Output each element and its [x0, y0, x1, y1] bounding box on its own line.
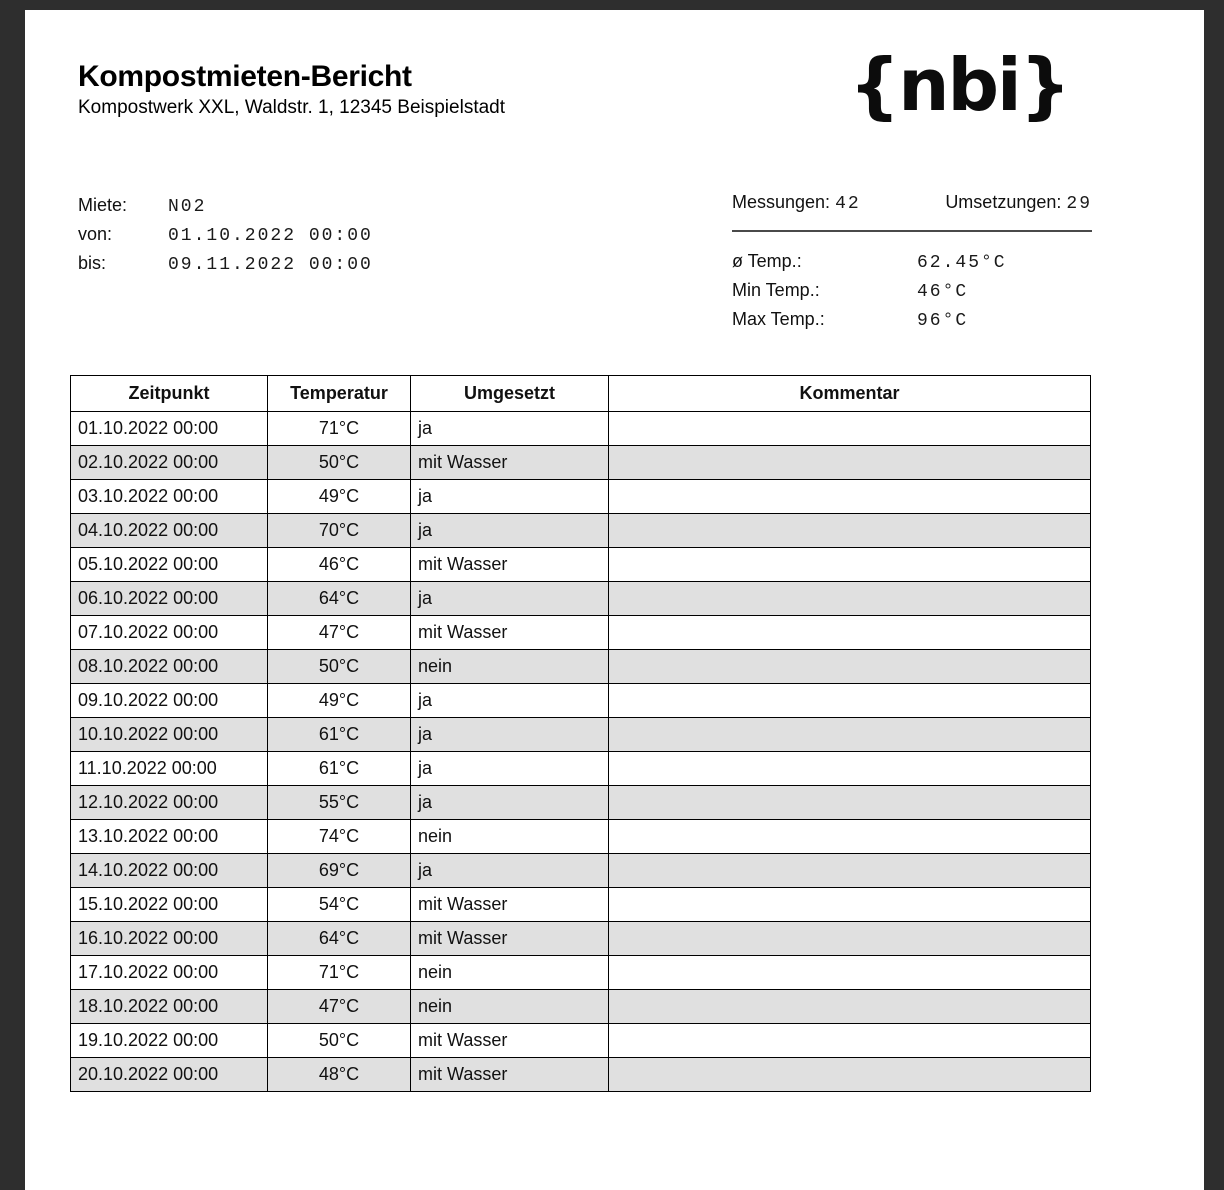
cell-temperatur: 64°C: [268, 922, 411, 956]
umsetzungen-value: 29: [1066, 194, 1092, 214]
meta-divider-line: [732, 230, 1092, 232]
cell-zeitpunkt: 15.10.2022 00:00: [71, 888, 268, 922]
meta-row: [78, 249, 373, 278]
table-row: [71, 480, 1091, 514]
cell-kommentar: [609, 514, 1091, 548]
cell-zeitpunkt: 02.10.2022 00:00: [71, 446, 268, 480]
meta-value: 01.10.2022 00:00: [168, 226, 373, 246]
meta-row: [78, 220, 373, 249]
cell-zeitpunkt: 13.10.2022 00:00: [71, 820, 268, 854]
cell-temperatur: 48°C: [268, 1058, 411, 1092]
cell-umgesetzt: mit Wasser: [411, 446, 609, 480]
cell-temperatur: 61°C: [268, 718, 411, 752]
cell-kommentar: [609, 990, 1091, 1024]
cell-umgesetzt: ja: [411, 752, 609, 786]
cell-temperatur: 70°C: [268, 514, 411, 548]
cell-kommentar: [609, 582, 1091, 616]
cell-temperatur: 64°C: [268, 582, 411, 616]
cell-temperatur: 49°C: [268, 480, 411, 514]
cell-kommentar: [609, 1058, 1091, 1092]
cell-kommentar: [609, 888, 1091, 922]
measurements-table: [70, 375, 1091, 1092]
cell-zeitpunkt: 19.10.2022 00:00: [71, 1024, 268, 1058]
stat-label: ø Temp.:: [732, 251, 802, 271]
cell-umgesetzt: ja: [411, 582, 609, 616]
cell-temperatur: 50°C: [268, 650, 411, 684]
meta-label: bis:: [78, 253, 107, 273]
messungen-value: 42: [835, 194, 861, 214]
cell-zeitpunkt: 14.10.2022 00:00: [71, 854, 268, 888]
counts-row: [732, 191, 1092, 215]
cell-zeitpunkt: 11.10.2022 00:00: [71, 752, 268, 786]
cell-umgesetzt: nein: [411, 956, 609, 990]
cell-zeitpunkt: 20.10.2022 00:00: [71, 1058, 268, 1092]
cell-zeitpunkt: 17.10.2022 00:00: [71, 956, 268, 990]
stat-row: [732, 276, 1092, 305]
cell-kommentar: [609, 956, 1091, 990]
messungen-label: Messungen:: [732, 192, 831, 212]
cell-kommentar: [609, 412, 1091, 446]
messungen-pair: [732, 191, 861, 215]
table-row: [71, 650, 1091, 684]
table-row: [71, 888, 1091, 922]
cell-zeitpunkt: 06.10.2022 00:00: [71, 582, 268, 616]
cell-zeitpunkt: 01.10.2022 00:00: [71, 412, 268, 446]
cell-umgesetzt: nein: [411, 820, 609, 854]
cell-kommentar: [609, 820, 1091, 854]
meta-right-block: [732, 191, 1092, 334]
table-row: [71, 446, 1091, 480]
stat-value: 62.45°C: [917, 253, 1007, 273]
cell-kommentar: [609, 480, 1091, 514]
cell-kommentar: [609, 752, 1091, 786]
table-row: [71, 1024, 1091, 1058]
column-header: Zeitpunkt: [71, 376, 268, 412]
cell-umgesetzt: mit Wasser: [411, 616, 609, 650]
cell-umgesetzt: mit Wasser: [411, 888, 609, 922]
table-row: [71, 412, 1091, 446]
table-row: [71, 582, 1091, 616]
cell-temperatur: 54°C: [268, 888, 411, 922]
cell-zeitpunkt: 08.10.2022 00:00: [71, 650, 268, 684]
table-row: [71, 752, 1091, 786]
cell-temperatur: 47°C: [268, 616, 411, 650]
table-row: [71, 922, 1091, 956]
stat-row: [732, 305, 1092, 334]
table-row: [71, 854, 1091, 888]
stat-label: Min Temp.:: [732, 280, 820, 300]
table-row: [71, 820, 1091, 854]
cell-umgesetzt: nein: [411, 990, 609, 1024]
cell-zeitpunkt: 04.10.2022 00:00: [71, 514, 268, 548]
cell-zeitpunkt: 03.10.2022 00:00: [71, 480, 268, 514]
meta-left-block: [78, 191, 373, 278]
cell-temperatur: 69°C: [268, 854, 411, 888]
cell-temperatur: 50°C: [268, 1024, 411, 1058]
table-row: [71, 1058, 1091, 1092]
cell-temperatur: 49°C: [268, 684, 411, 718]
cell-temperatur: 71°C: [268, 956, 411, 990]
table-row: [71, 786, 1091, 820]
meta-row: [78, 191, 373, 220]
cell-temperatur: 74°C: [268, 820, 411, 854]
cell-umgesetzt: mit Wasser: [411, 1058, 609, 1092]
meta-label: Miete:: [78, 195, 128, 215]
table-row: [71, 548, 1091, 582]
stat-label: Max Temp.:: [732, 309, 825, 329]
meta-value: 09.11.2022 00:00: [168, 255, 373, 275]
cell-kommentar: [609, 718, 1091, 752]
table-header-row: [71, 376, 1091, 412]
meta-label: von:: [78, 224, 113, 244]
column-header: Umgesetzt: [411, 376, 609, 412]
cell-kommentar: [609, 1024, 1091, 1058]
report-page: [25, 10, 1204, 1190]
stat-value: 96°C: [917, 311, 969, 331]
column-header: Kommentar: [609, 376, 1091, 412]
table-row: [71, 684, 1091, 718]
table-row: [71, 514, 1091, 548]
page-subtitle: Kompostwerk XXL, Waldstr. 1, 12345 Beispielstadt: [78, 97, 506, 118]
cell-kommentar: [609, 548, 1091, 582]
cell-zeitpunkt: 10.10.2022 00:00: [71, 718, 268, 752]
cell-umgesetzt: ja: [411, 480, 609, 514]
cell-kommentar: [609, 684, 1091, 718]
cell-kommentar: [609, 922, 1091, 956]
column-header: Temperatur: [268, 376, 411, 412]
cell-temperatur: 61°C: [268, 752, 411, 786]
cell-umgesetzt: ja: [411, 854, 609, 888]
cell-zeitpunkt: 12.10.2022 00:00: [71, 786, 268, 820]
meta-value: N02: [168, 197, 207, 217]
cell-zeitpunkt: 07.10.2022 00:00: [71, 616, 268, 650]
cell-umgesetzt: ja: [411, 412, 609, 446]
cell-zeitpunkt: 05.10.2022 00:00: [71, 548, 268, 582]
umsetzungen-pair: [945, 191, 1092, 215]
cell-temperatur: 55°C: [268, 786, 411, 820]
table-row: [71, 956, 1091, 990]
temperature-stats: [732, 247, 1092, 334]
cell-temperatur: 47°C: [268, 990, 411, 1024]
nbi-logo: {nbi}: [849, 43, 1069, 127]
cell-kommentar: [609, 446, 1091, 480]
cell-umgesetzt: ja: [411, 514, 609, 548]
cell-umgesetzt: mit Wasser: [411, 922, 609, 956]
table-row: [71, 616, 1091, 650]
cell-temperatur: 46°C: [268, 548, 411, 582]
page-title: Kompostmieten-Bericht: [78, 60, 412, 93]
cell-umgesetzt: nein: [411, 650, 609, 684]
cell-kommentar: [609, 786, 1091, 820]
report-header: [78, 60, 505, 119]
cell-kommentar: [609, 854, 1091, 888]
stat-value: 46°C: [917, 282, 969, 302]
cell-zeitpunkt: 18.10.2022 00:00: [71, 990, 268, 1024]
cell-umgesetzt: ja: [411, 718, 609, 752]
cell-umgesetzt: ja: [411, 786, 609, 820]
cell-kommentar: [609, 650, 1091, 684]
umsetzungen-label: Umsetzungen:: [945, 192, 1062, 212]
cell-temperatur: 71°C: [268, 412, 411, 446]
cell-zeitpunkt: 09.10.2022 00:00: [71, 684, 268, 718]
stat-row: [732, 247, 1092, 276]
cell-umgesetzt: mit Wasser: [411, 548, 609, 582]
table-row: [71, 718, 1091, 752]
table-row: [71, 990, 1091, 1024]
cell-temperatur: 50°C: [268, 446, 411, 480]
cell-umgesetzt: mit Wasser: [411, 1024, 609, 1058]
cell-kommentar: [609, 616, 1091, 650]
cell-umgesetzt: ja: [411, 684, 609, 718]
cell-zeitpunkt: 16.10.2022 00:00: [71, 922, 268, 956]
